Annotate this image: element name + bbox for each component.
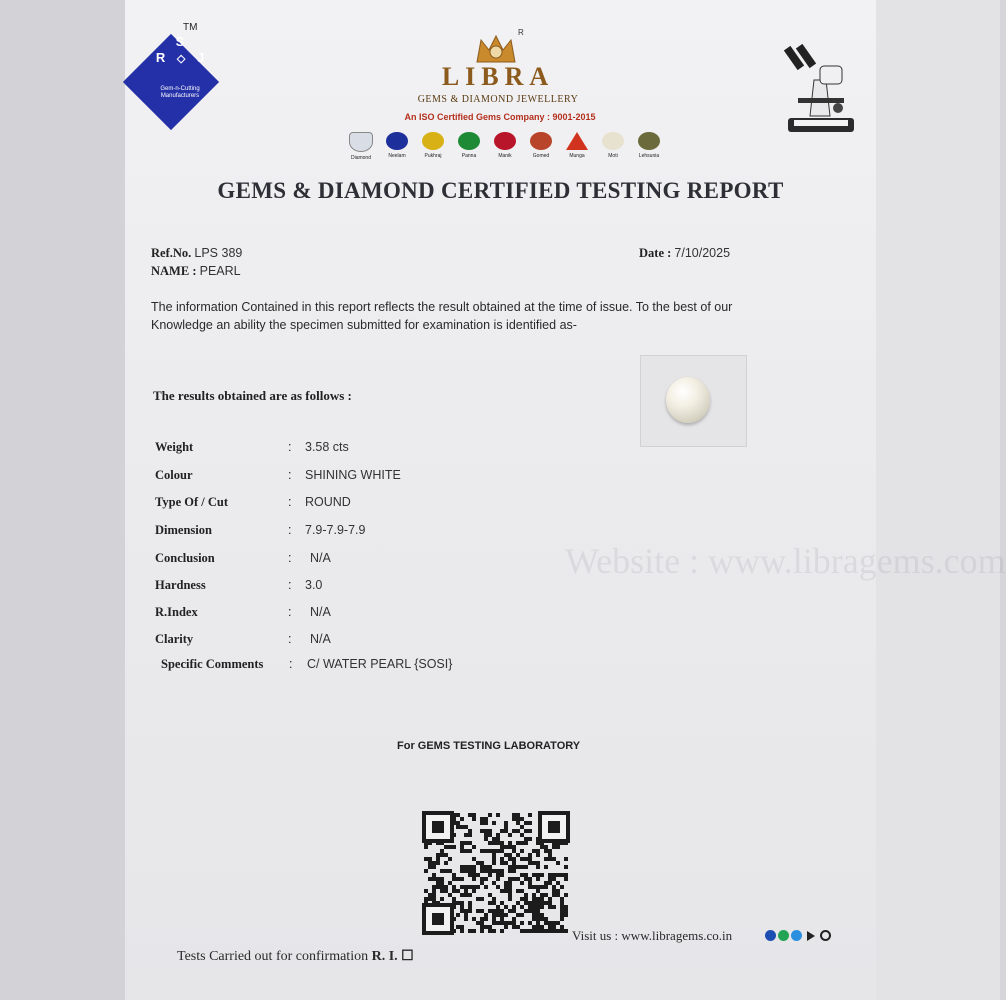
brand-name: LIBRA <box>441 62 555 91</box>
twitter-icon <box>791 930 802 941</box>
tests-text: Tests Carried out for confirmation <box>177 949 369 964</box>
brand-subtitle: GEMS & DIAMOND JEWELLERY <box>417 94 579 105</box>
field-label: Colour <box>155 468 193 482</box>
gem-label: Panna <box>461 153 477 159</box>
gem-panna <box>453 132 485 161</box>
specimen-photo <box>640 355 747 447</box>
tests-ri: R. I. ☐ <box>371 949 414 964</box>
gem-lehsunia <box>633 132 665 161</box>
gem-diamond-icon <box>349 132 373 152</box>
lab-signature-line: For GEMS TESTING LABORATORY <box>397 740 581 752</box>
ref-value: LPS 389 <box>194 246 243 260</box>
gem-neelam <box>381 132 413 161</box>
field-value: 3.0 <box>305 578 323 592</box>
field-value: 3.58 cts <box>305 440 349 454</box>
field-separator: : <box>288 523 292 537</box>
srj-letter-j: J <box>196 50 205 65</box>
field-separator: : <box>288 495 292 509</box>
field-separator: : <box>288 551 292 565</box>
date-label: Date : <box>639 246 672 260</box>
gem-label: Manik <box>498 153 512 159</box>
field-label: Specific Comments <box>161 657 264 671</box>
srj-tagline: Gem-n-Cutting Manufacturers <box>160 86 200 99</box>
gem-manik-icon <box>494 132 516 150</box>
diamond-icon: ◇ <box>176 53 186 65</box>
crest-icon <box>473 32 519 66</box>
pearl-image <box>666 377 710 423</box>
gem-label: Lehsunia <box>638 153 660 159</box>
qr-code <box>423 812 570 934</box>
social-icons <box>765 930 831 941</box>
srj-letter-row <box>125 50 235 67</box>
report-date <box>639 246 730 261</box>
specimen-name <box>151 264 241 279</box>
visit-website: Visit us : www.libragems.co.in <box>572 928 733 943</box>
gem-munga <box>561 132 593 161</box>
srj-letter-r: R <box>155 50 166 65</box>
field-label: Weight <box>155 440 194 454</box>
gem-label: Munga <box>569 153 585 159</box>
field-label: Clarity <box>155 632 194 646</box>
field-label: Hardness <box>155 578 206 592</box>
gem-label: Pukhraj <box>424 153 442 159</box>
gem-munga-icon <box>566 132 588 150</box>
gem-strip <box>345 132 665 161</box>
iso-line: An ISO Certified Gems Company : 9001-2015 <box>404 112 596 122</box>
field-label: Type Of / Cut <box>155 495 229 509</box>
field-separator: : <box>288 632 292 646</box>
srj-letters <box>125 34 235 67</box>
background-right <box>876 0 1000 1000</box>
name-value: PEARL <box>199 264 241 278</box>
field-value: ROUND <box>305 495 351 509</box>
instagram-icon <box>820 930 831 941</box>
certificate-page <box>125 0 1006 1000</box>
registered-mark: R <box>518 28 524 37</box>
field-separator: : <box>288 468 292 482</box>
field-label: R.Index <box>155 605 198 619</box>
ref-number <box>151 246 242 261</box>
trademark-mark: TM <box>183 22 198 33</box>
field-separator: : <box>289 657 293 671</box>
field-separator: : <box>288 440 292 454</box>
tests-note <box>177 948 414 965</box>
srj-letter-s: S <box>175 34 185 49</box>
field-value: SHINING WHITE <box>305 468 401 482</box>
gem-pukhraj <box>417 132 449 161</box>
field-value: N/A <box>310 632 331 646</box>
gem-label: Diamond <box>350 155 371 161</box>
whatsapp-icon <box>778 930 789 941</box>
field-label: Dimension <box>155 523 212 537</box>
gem-lehsunia-icon <box>638 132 660 150</box>
name-label: NAME : <box>151 264 197 278</box>
gem-panna-icon <box>458 132 480 150</box>
ref-label: Ref.No. <box>151 246 192 260</box>
gem-diamond <box>345 132 377 161</box>
field-label: Conclusion <box>155 551 215 565</box>
gem-moti-icon <box>602 132 624 150</box>
results-heading: The results obtained are as follows : <box>153 388 352 403</box>
field-value: 7.9-7.9-7.9 <box>305 523 366 537</box>
gem-manik <box>489 132 521 161</box>
gem-label: Moti <box>608 153 618 159</box>
field-separator: : <box>288 578 292 592</box>
gem-label: Gomed <box>532 153 550 159</box>
field-separator: : <box>288 605 292 619</box>
report-title: GEMS & DIAMOND CERTIFIED TESTING REPORT <box>217 178 784 203</box>
gem-neelam-icon <box>386 132 408 150</box>
gem-pukhraj-icon <box>422 132 444 150</box>
field-value: C/ WATER PEARL {SOSI} <box>307 657 453 671</box>
watermark-website: Website : www.libragems.com <box>565 541 1006 581</box>
field-value: N/A <box>310 551 331 565</box>
srj-logo <box>125 0 235 140</box>
background-left <box>0 0 125 1000</box>
gem-label: Neelam <box>388 153 406 159</box>
facebook-icon <box>765 930 776 941</box>
field-value: N/A <box>310 605 331 619</box>
gem-gomed-icon <box>530 132 552 150</box>
gem-gomed <box>525 132 557 161</box>
youtube-icon <box>807 931 815 941</box>
intro-paragraph: The information Contained in this report reflects the result obtained at the time of issue. To the best of our Knowledge an ability the specimen submitted for examination is identified as- <box>151 300 733 332</box>
gem-moti <box>597 132 629 161</box>
date-value: 7/10/2025 <box>674 246 731 260</box>
microscope-icon <box>780 40 860 140</box>
